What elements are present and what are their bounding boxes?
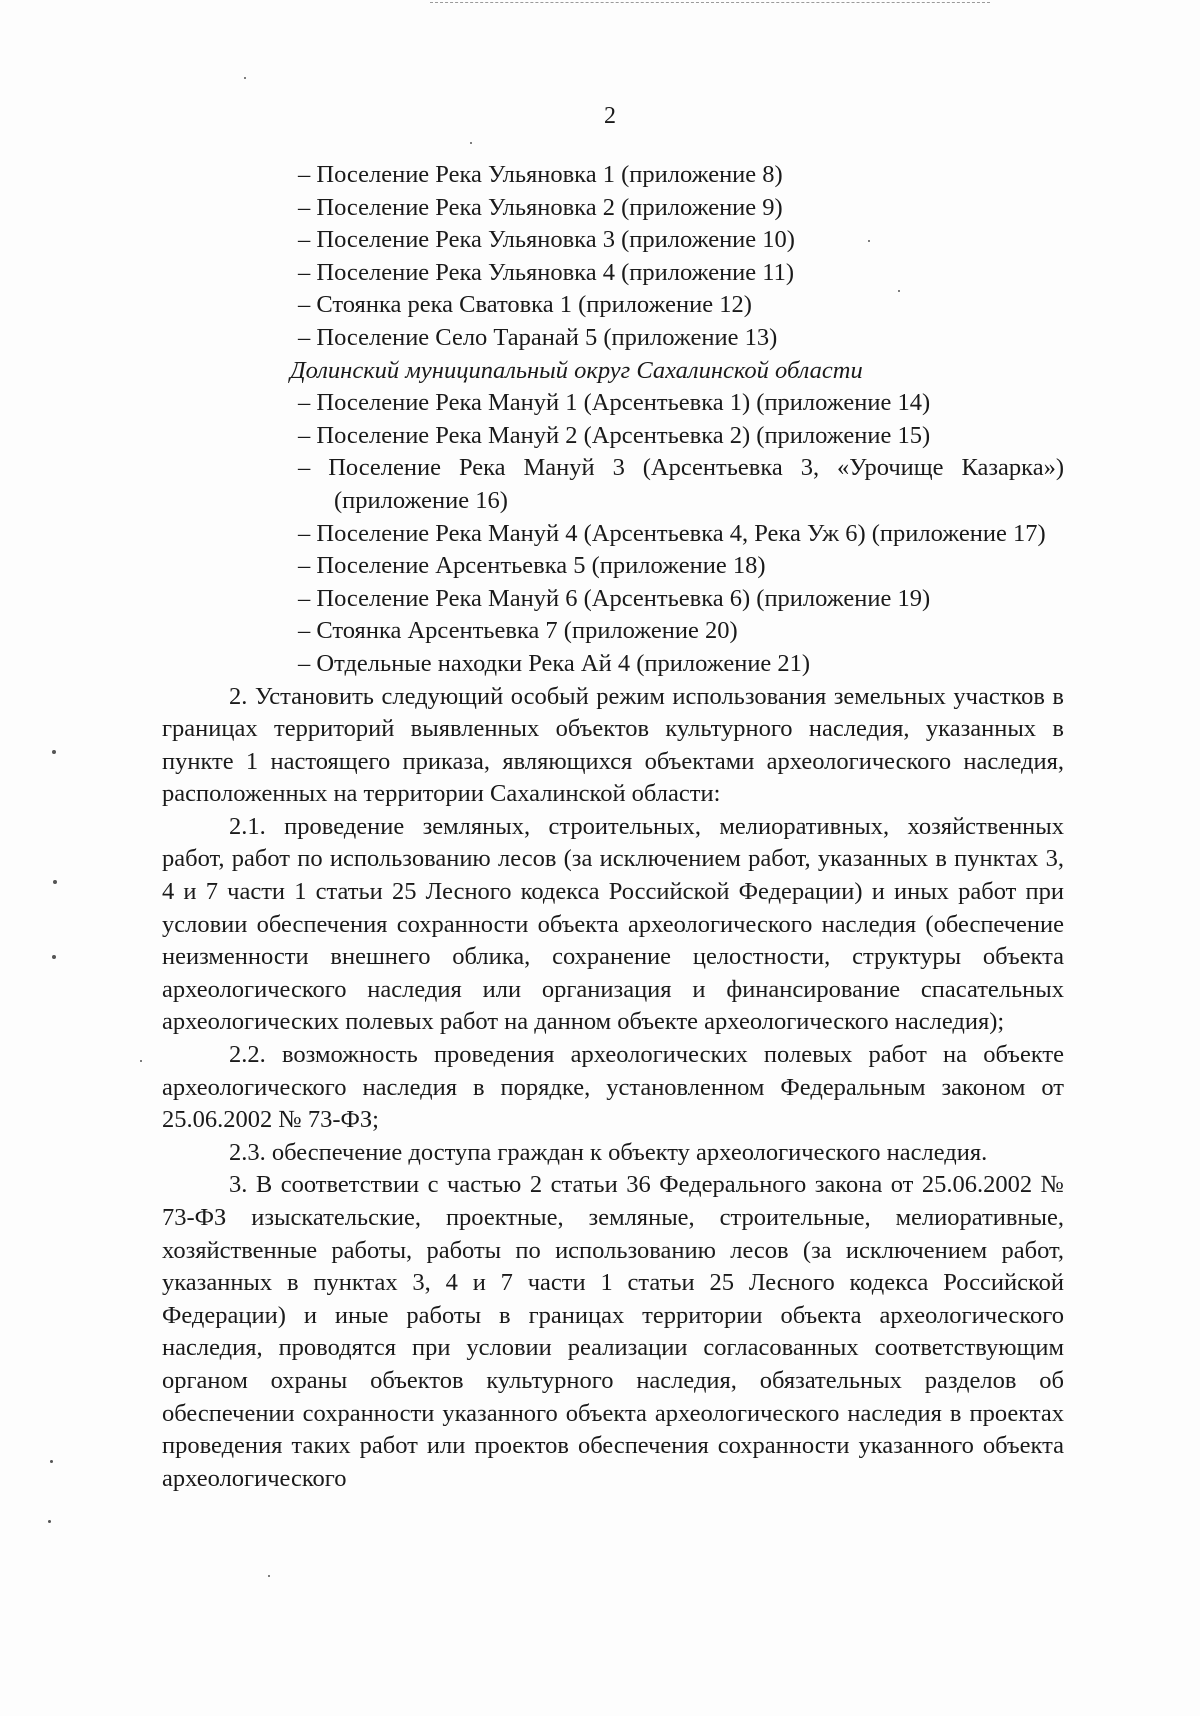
paragraph-2-2: 2.2. возможность проведения археологических полевых работ на объекте археологического наследия в порядке, установленном Федеральным законом от 25.06.2002 № 73-ФЗ; [162, 1041, 1064, 1134]
list-item: – Поселение Река Мануй 4 (Арсентьевка 4, Река Уж 6) (приложение 17) [298, 519, 1046, 547]
list-item: – Поселение Река Мануй 6 (Арсентьевка 6) (приложение 19) [298, 584, 931, 612]
scan-speck [53, 880, 57, 884]
scan-speck [52, 750, 56, 754]
list-item: – Поселение Река Ульяновка 2 (приложение 9) [298, 193, 783, 221]
list-item: – Поселение Река Мануй 3 (Арсентьевка 3, «Урочище Казарка») (приложение 16) [298, 454, 1064, 514]
scan-speck [50, 1460, 53, 1463]
list-item: – Поселение Река Ульяновка 3 (приложение 10) [298, 226, 795, 254]
list-item: – Стоянка река Сватовка 1 (приложение 12) [298, 291, 752, 319]
list-item: – Поселение Село Таранай 5 (приложение 13) [298, 323, 778, 351]
scan-speck [868, 240, 870, 242]
paragraph-2: 2. Установить следующий особый режим использования земельных участков в границах территорий выявленных объектов культурного наследия, указанных в пункте 1 настоящего приказа, являющихся объектами археологического наследия, расположенных на территории Сахалинской области: [162, 682, 1064, 808]
list-item: – Поселение Река Мануй 1 (Арсентьевка 1) (приложение 14) [298, 389, 931, 417]
section-heading: Долинский муниципальный округ Сахалинской области [290, 356, 863, 384]
list-item: – Поселение Река Ульяновка 1 (приложение 8) [298, 161, 783, 188]
scan-speck [268, 1575, 270, 1577]
scan-speck [470, 142, 472, 144]
top-scan-edge [430, 2, 990, 3]
list-item: – Поселение Арсентьевка 5 (приложение 18) [298, 552, 766, 580]
paragraph-2-1: 2.1. проведение земляных, строительных, мелиоративных, хозяйственных работ, работ по использованию лесов (за исключением работ, указанных в пунктах 3, 4 и 7 части 1 статьи 25 Лесного кодекса Российской Федерации) и иных работ при условии обеспечения сохранности объекта археологического наследия (обеспечение неизменности внешнего облика, сохранение целостности, структуры объекта археологического наследия или организация и финансирование спасательных археологических полевых работ на данном объекте археологического наследия); [162, 812, 1064, 1036]
paragraph-3: 3. В соответствии с частью 2 статьи 36 Федерального закона от 25.06.2002 № 73-ФЗ изыскательские, проектные, земляные, строительные, мелиоративные, хозяйственные работы, работы по использованию лесов (за исключением работ, указанных в пунктах 3, 4 и 7 части 1 статьи 25 Лесного кодекса Российской Федерации) и иные работы в границах территории объекта археологического наследия, проводятся при условии реализации согласованных соответствующим органом охраны объектов культурного наследия, обязательных разделов об обеспечении сохранности указанного объекта археологического наследия в проектах проведения таких работ или проектов обеспечения сохранности указанного объекта археологического [162, 1171, 1064, 1492]
page-number: 2 [604, 103, 616, 129]
list-item: – Стоянка Арсентьевка 7 (приложение 20) [298, 617, 738, 645]
scan-speck [52, 955, 56, 959]
scan-speck [48, 1520, 51, 1523]
paragraph-2-3: 2.3. обеспечение доступа граждан к объекту археологического наследия. [229, 1138, 988, 1166]
scan-speck [244, 77, 246, 79]
document-body [162, 159, 1064, 1495]
scan-speck [898, 290, 900, 292]
list-item: – Поселение Река Ульяновка 4 (приложение 11) [298, 258, 795, 286]
list-item: – Поселение Река Мануй 2 (Арсентьевка 2) (приложение 15) [298, 421, 931, 449]
list-item: – Отдельные находки Река Ай 4 (приложение 21) [298, 649, 811, 677]
scan-speck [140, 1060, 142, 1062]
